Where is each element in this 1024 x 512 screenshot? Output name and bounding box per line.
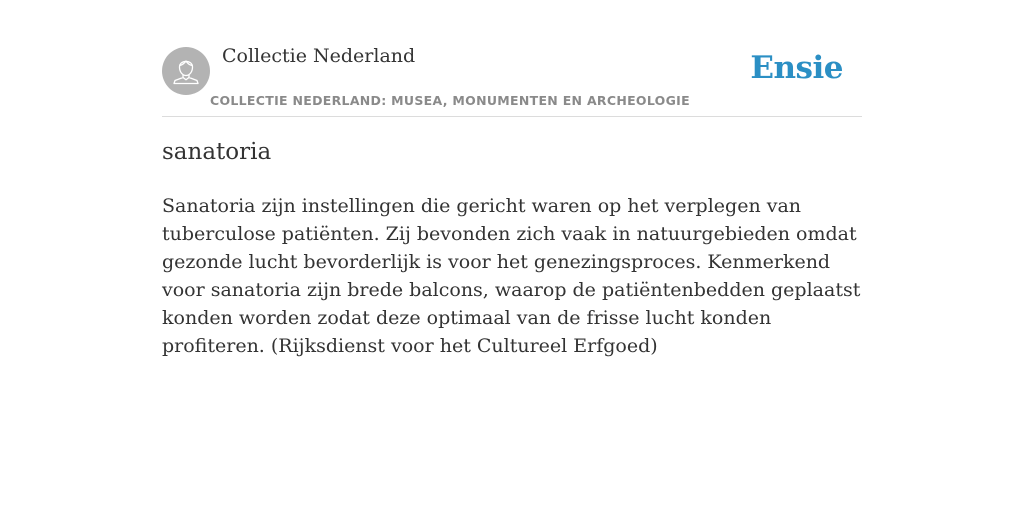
- brand-logo[interactable]: Ensie: [750, 50, 843, 86]
- user-icon: [162, 47, 210, 95]
- avatar[interactable]: [162, 47, 210, 95]
- entry-term: sanatoria: [162, 139, 272, 165]
- entry-definition: Sanatoria zijn instellingen die gericht waren op het verplegen van tuberculose patiënten. Zij bevonden zich vaak in natuurgebieden omdat gezonde lucht bevorderlijk is voor het genezingsproces. Kenmerkend voor sanatoria zijn brede balcons, waarop de patiëntenbedden geplaatst konden worden zodat deze optimaal van de frisse lucht konden profiteren. (Rijksdienst voor het Cultureel Erfgoed): [162, 195, 861, 357]
- author-header: [162, 40, 862, 117]
- author-subtitle: COLLECTIE NEDERLAND: MUSEA, MONUMENTEN EN ARCHEOLOGIE: [210, 93, 690, 108]
- author-name[interactable]: Collectie Nederland: [222, 45, 416, 67]
